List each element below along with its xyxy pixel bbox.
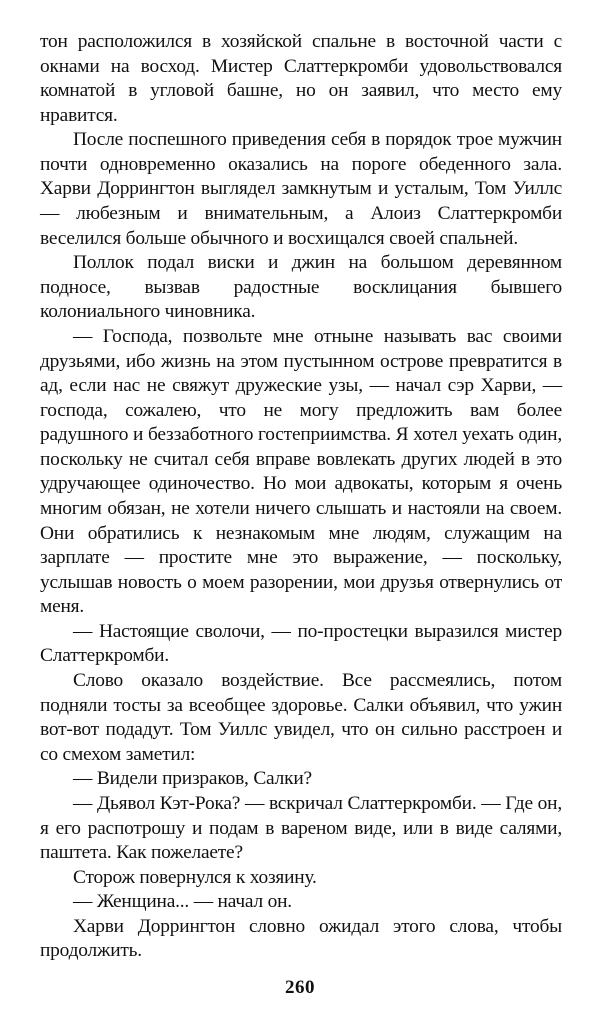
paragraph: После поспешного приведения себя в порядок трое мужчин почти одновременно оказались на пороге обеденного зала. Харви Доррингтон выглядел замкнутым и усталым, Том Уиллс — любезным и внимательным, а Алоиз Слаттеркромби веселился больше обычного и восхищался своей спальней. xyxy=(40,129,562,249)
paragraph: — Господа, позвольте мне отныне называть вас своими друзьями, ибо жизнь на этом пустынном острове превратится в ад, если нас не свяжут дружеские узы, — начал сэр Харви, — господа, сожалею, что не могу предложить вам более радушного и беззаботного гостеприимства. Я хотел уехать один, поскольку не считал себя вправе вовлекать других людей в это удручающее одиночество. Но мои адвокаты, которым я очень многим обязан, не хотели ничего слышать и настояли на своем. Они обратились к незнакомым мне людям, служащим на зарплате — простите мне это выражение, — поскольку, услышав новость о моем разорении, мои друзья отвернулись от меня. xyxy=(40,325,562,618)
page-number: 260 xyxy=(285,977,315,998)
paragraph: — Настоящие сволочи, — по-простецки выразился мистер Слаттеркромби. xyxy=(40,620,562,667)
paragraph: Сторож повернулся к хозяину. xyxy=(73,866,317,888)
paragraph: — Женщина... — начал он. xyxy=(73,891,292,913)
paragraph: Слово оказало воздействие. Все рассмеялись, потом подняли тосты за всеобщее здоровье. Салки объявил, что ужин вот-вот подадут. Том Уиллс увидел, что он сильно расстроен и со смехом заметил: xyxy=(40,670,562,765)
paragraph: тон расположился в хозяйской спальне в восточной части с окнами на восход. Мистер Слаттеркромби удовольствовался комнатой в угловой башне, но он заявил, что место ему нравится. xyxy=(40,31,562,126)
paragraph: — Видели призраков, Салки? xyxy=(73,768,312,790)
paragraph: Харви Доррингтон словно ожидал этого слова, чтобы продолжить. xyxy=(40,915,562,962)
paragraph: — Дьявол Кэт-Рока? — вскричал Слаттеркромби. — Где он, я его распотрошу и подам в вареном виде, или в виде салями, паштета. Как пожелаете? xyxy=(40,792,562,864)
page-body-text xyxy=(40,30,562,964)
paragraph: Поллок подал виски и джин на большом деревянном подносе, вызвав радостные восклицания бывшего колониального чиновника. xyxy=(40,252,562,323)
